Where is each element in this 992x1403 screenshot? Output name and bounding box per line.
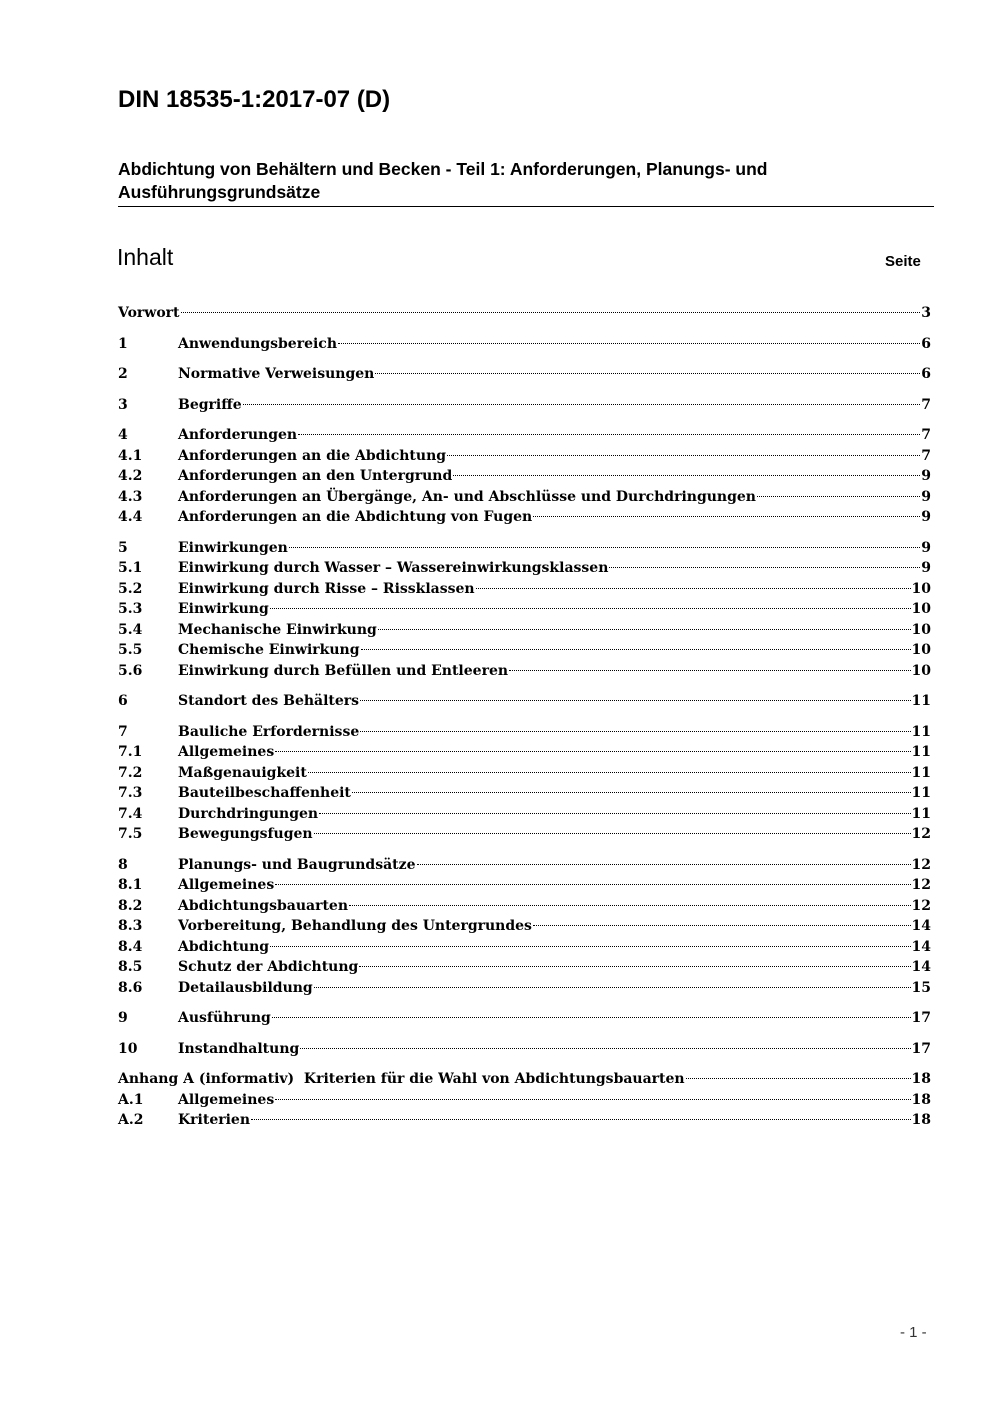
toc-page: 11 — [911, 805, 931, 822]
dot-leader — [360, 694, 910, 701]
toc-entry-a-2[interactable] — [118, 1110, 931, 1131]
toc-page: 11 — [911, 764, 931, 781]
toc-title: Vorbereitung, Behandlung des Untergrundes — [178, 918, 532, 934]
toc-title: Normative Verweisungen — [178, 366, 375, 382]
toc-number: 7.1 — [118, 744, 143, 760]
toc-title: Kriterien — [178, 1112, 251, 1128]
toc-number: A.1 — [118, 1091, 144, 1108]
dot-leader — [359, 960, 910, 967]
toc-entry-5-6[interactable] — [118, 661, 931, 682]
toc-page: 3 — [921, 305, 931, 321]
toc-number: 5.5 — [118, 642, 143, 658]
toc-number: 7 — [118, 723, 128, 740]
dot-leader — [476, 582, 911, 589]
toc-number: 5.6 — [118, 662, 143, 679]
toc-title: Chemische Einwirkung — [178, 642, 360, 658]
toc-number: 4 — [118, 427, 128, 443]
dot-leader — [275, 745, 910, 752]
toc-number: 5 — [118, 539, 128, 556]
toc-page: 10 — [911, 601, 931, 617]
toc-group — [118, 1008, 931, 1029]
page-number: - 1 - — [900, 1324, 927, 1341]
toc-number: 1 — [118, 335, 128, 352]
toc-title: Schutz der Abdichtung — [178, 959, 359, 975]
toc-number: A.2 — [118, 1112, 144, 1128]
toc-entry-7-2[interactable] — [118, 763, 931, 784]
toc-number: 8.2 — [118, 897, 143, 914]
toc-page: 11 — [911, 744, 931, 760]
toc-entry-4-1[interactable] — [118, 446, 931, 467]
toc-title: Anforderungen an die Abdichtung von Fugen — [178, 509, 533, 525]
toc-number: 7.4 — [118, 805, 143, 822]
toc-title: Bauteilbeschaffenheit — [178, 785, 351, 801]
dot-leader — [181, 306, 921, 313]
toc-title: Planungs- und Baugrundsätze — [178, 856, 416, 873]
toc-number: 8.3 — [118, 918, 143, 934]
toc-page: 7 — [921, 447, 931, 464]
toc-entry-8-3[interactable] — [118, 916, 931, 937]
dot-leader — [533, 510, 920, 517]
toc-group — [118, 691, 931, 712]
dot-leader — [349, 899, 911, 906]
toc-number: 4.4 — [118, 509, 143, 525]
toc-entry-7-3[interactable] — [118, 783, 931, 804]
toc-number: 7.2 — [118, 764, 143, 781]
toc-entry-6[interactable] — [118, 691, 931, 712]
toc-title: Maßgenauigkeit — [178, 764, 307, 781]
toc-page: 9 — [921, 560, 931, 576]
dot-leader — [272, 1011, 911, 1018]
toc-title: Allgemeines — [178, 877, 275, 893]
toc-title: Einwirkung durch Wasser – Wassereinwirkungsklassen — [178, 560, 609, 576]
toc-page: 17 — [911, 1010, 931, 1026]
toc-page: 17 — [911, 1040, 931, 1057]
dot-leader — [378, 623, 911, 630]
toc-entry-2[interactable] — [118, 364, 931, 385]
toc-entry-4-3[interactable] — [118, 487, 931, 508]
toc-page: 12 — [911, 897, 931, 914]
toc-page: 14 — [911, 918, 931, 934]
toc-entry-5-4[interactable] — [118, 620, 931, 641]
toc-title: Bauliche Erfordernisse — [178, 723, 360, 740]
toc-page: 10 — [911, 662, 931, 679]
toc-entry-5-5[interactable] — [118, 640, 931, 661]
dot-leader — [243, 398, 921, 405]
toc-title: Anhang A (informativ) Kriterien für die Wahl von Abdichtungsbauarten — [118, 1071, 685, 1087]
dot-leader — [757, 490, 920, 497]
toc-title: Anforderungen an Übergänge, An- und Abschlüsse und Durchdringungen — [178, 488, 756, 505]
toc-page: 9 — [921, 488, 931, 505]
toc-page: 10 — [911, 642, 931, 658]
toc-title: Allgemeines — [178, 1091, 275, 1108]
toc-entry-1[interactable] — [118, 334, 931, 355]
toc-number: 8.1 — [118, 877, 143, 893]
toc-number: 5.1 — [118, 560, 143, 576]
dot-leader — [270, 602, 911, 609]
toc-entry-10[interactable] — [118, 1039, 931, 1060]
toc-group — [118, 425, 931, 528]
toc-title: Anforderungen an den Untergrund — [178, 468, 453, 484]
toc-title: Einwirkung durch Risse – Rissklassen — [178, 580, 475, 597]
dot-leader — [289, 541, 920, 548]
document-subtitle — [118, 158, 934, 207]
toc-page: 10 — [911, 621, 931, 638]
toc-page: 11 — [911, 723, 931, 740]
dot-leader — [338, 337, 920, 344]
dot-leader — [375, 367, 920, 374]
dot-leader — [319, 807, 910, 814]
toc-group — [118, 855, 931, 999]
toc-entry-5-2[interactable] — [118, 579, 931, 600]
dot-leader — [314, 827, 911, 834]
toc-page: 9 — [921, 539, 931, 556]
dot-leader — [453, 469, 920, 476]
toc-entry-a-1[interactable] — [118, 1090, 931, 1111]
toc-page: 11 — [911, 693, 931, 709]
toc-title: Bewegungsfugen — [178, 826, 313, 842]
document-title: DIN 18535-1:2017-07 (D) — [118, 86, 391, 113]
toc-title: Abdichtungsbauarten — [178, 897, 348, 914]
toc-group — [118, 1069, 931, 1131]
toc-entry-4-4[interactable] — [118, 507, 931, 528]
toc-heading: Inhalt — [117, 244, 174, 270]
dot-leader — [270, 940, 910, 947]
toc-group — [118, 395, 931, 416]
toc-entry-3[interactable] — [118, 395, 931, 416]
toc-group — [118, 303, 931, 324]
toc-title: Anforderungen — [178, 427, 298, 443]
dot-leader — [275, 878, 910, 885]
dot-leader — [275, 1093, 910, 1100]
toc-number: 5.4 — [118, 621, 143, 638]
dot-leader — [509, 664, 910, 671]
toc-page: 11 — [911, 785, 931, 801]
toc-entry-7[interactable] — [118, 722, 931, 743]
toc-entry-8-6[interactable] — [118, 978, 931, 999]
toc-page: 18 — [911, 1091, 931, 1108]
toc-number: 4.2 — [118, 468, 143, 484]
dot-leader — [314, 981, 911, 988]
toc-title: Standort des Behälters — [178, 693, 360, 709]
toc-number: 8.6 — [118, 979, 143, 996]
toc-number: 10 — [118, 1040, 138, 1057]
toc-title: Einwirkung durch Befüllen und Entleeren — [178, 662, 509, 679]
toc-entry-7-5[interactable] — [118, 824, 931, 845]
toc-page: 9 — [921, 468, 931, 484]
toc-title: Anforderungen an die Abdichtung — [178, 447, 447, 464]
toc-entry-8-4[interactable] — [118, 937, 931, 958]
toc-title: Mechanische Einwirkung — [178, 621, 377, 638]
toc-page: 9 — [921, 509, 931, 525]
toc-number: 2 — [118, 366, 128, 382]
toc-number: 5.3 — [118, 601, 143, 617]
toc-title: Detailausbildung — [178, 979, 313, 996]
dot-leader — [361, 643, 911, 650]
toc-page: 7 — [921, 396, 931, 413]
toc-number: 8.5 — [118, 959, 143, 975]
dot-leader — [686, 1072, 911, 1079]
toc-entry-7-1[interactable] — [118, 742, 931, 763]
toc-page: 6 — [921, 366, 931, 382]
toc-number: 8 — [118, 856, 128, 873]
toc-number: 6 — [118, 693, 128, 709]
toc-group — [118, 334, 931, 355]
toc-number: 4.1 — [118, 447, 143, 464]
toc-page: 12 — [911, 877, 931, 893]
dot-leader — [360, 725, 910, 732]
toc-page: 12 — [911, 856, 931, 873]
dot-leader — [447, 449, 920, 456]
toc-page: 12 — [911, 826, 931, 842]
dot-leader — [308, 766, 911, 773]
toc-title: Einwirkung — [178, 601, 269, 617]
toc-title: Durchdringungen — [178, 805, 319, 822]
toc-entry-8[interactable] — [118, 855, 931, 876]
toc-title: Instandhaltung — [178, 1040, 300, 1057]
toc-page: 15 — [911, 979, 931, 996]
toc-entry-8-5[interactable] — [118, 957, 931, 978]
table-of-contents — [118, 303, 931, 1141]
dot-leader — [298, 428, 920, 435]
toc-entry-5-1[interactable] — [118, 558, 931, 579]
toc-group — [118, 364, 931, 385]
toc-entry-7-4[interactable] — [118, 804, 931, 825]
toc-number: 7.5 — [118, 826, 143, 842]
toc-entry-vorwort[interactable] — [118, 303, 931, 324]
toc-group — [118, 538, 931, 682]
toc-entry-8-1[interactable] — [118, 875, 931, 896]
dot-leader — [533, 919, 911, 926]
toc-page: 6 — [921, 335, 931, 352]
toc-number: 8.4 — [118, 938, 143, 955]
toc-number: 5.2 — [118, 580, 143, 597]
toc-title: Einwirkungen — [178, 539, 288, 556]
toc-page: 10 — [911, 580, 931, 597]
toc-title: Abdichtung — [178, 938, 270, 955]
toc-entry-8-2[interactable] — [118, 896, 931, 917]
toc-entry-5-3[interactable] — [118, 599, 931, 620]
toc-number: 3 — [118, 396, 128, 413]
toc-page: 14 — [911, 959, 931, 975]
toc-number: 4.3 — [118, 488, 143, 505]
toc-entry-9[interactable] — [118, 1008, 931, 1029]
page-column-label: Seite — [885, 253, 921, 270]
toc-title: Begriffe — [178, 396, 242, 413]
toc-entry-anhang-a[interactable] — [118, 1069, 931, 1090]
toc-group — [118, 722, 931, 845]
toc-title: Ausführung — [178, 1010, 271, 1026]
toc-entry-4-2[interactable] — [118, 466, 931, 487]
toc-page: 7 — [921, 427, 931, 443]
toc-title: Allgemeines — [178, 744, 275, 760]
toc-number: 7.3 — [118, 785, 143, 801]
toc-page: 14 — [911, 938, 931, 955]
toc-entry-4[interactable] — [118, 425, 931, 446]
toc-title: Vorwort — [118, 305, 180, 321]
dot-leader — [417, 858, 911, 865]
toc-group — [118, 1039, 931, 1060]
toc-page: 18 — [911, 1112, 931, 1128]
subtitle-line-1: Abdichtung von Behältern und Becken - Teil 1: Anforderungen, Planungs- und — [118, 159, 768, 179]
toc-page: 18 — [911, 1071, 931, 1087]
dot-leader — [609, 561, 920, 568]
dot-leader — [352, 786, 911, 793]
toc-number: 9 — [118, 1010, 128, 1026]
dot-leader — [251, 1113, 910, 1120]
toc-title: Anwendungsbereich — [178, 335, 337, 352]
dot-leader — [300, 1042, 910, 1049]
toc-entry-5[interactable] — [118, 538, 931, 559]
subtitle-line-2: Ausführungsgrundsätze — [118, 182, 321, 202]
